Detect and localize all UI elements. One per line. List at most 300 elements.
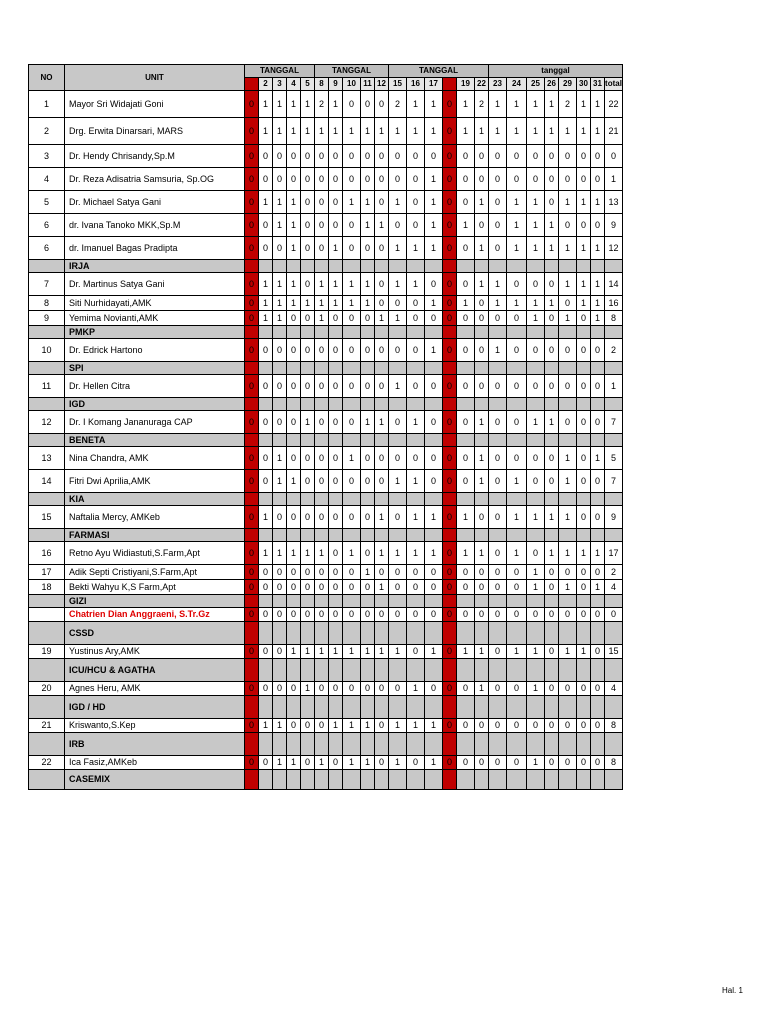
day-value: 0 <box>577 608 591 622</box>
day-value: 0 <box>343 608 361 622</box>
day-value: 0 <box>443 565 457 580</box>
day-cell <box>329 398 343 411</box>
day-value: 0 <box>245 565 259 580</box>
day-cell <box>559 622 577 645</box>
day-value: 0 <box>315 447 329 470</box>
day-header: 31 <box>591 78 605 91</box>
day-cell <box>527 622 545 645</box>
day-value: 0 <box>559 682 577 696</box>
day-value: 1 <box>507 542 527 565</box>
day-value: 0 <box>443 411 457 434</box>
day-value: 0 <box>245 542 259 565</box>
day-value: 0 <box>245 682 259 696</box>
day-cell <box>591 733 605 756</box>
day-value: 0 <box>457 470 475 493</box>
row-number: 21 <box>29 719 65 733</box>
day-cell <box>315 326 329 339</box>
day-cell <box>389 362 407 375</box>
day-value: 1 <box>329 237 343 260</box>
day-value: 0 <box>559 411 577 434</box>
day-value: 1 <box>545 214 559 237</box>
day-cell <box>591 696 605 719</box>
day-value: 0 <box>425 273 443 296</box>
day-value: 0 <box>301 311 315 326</box>
day-value: 0 <box>489 682 507 696</box>
day-cell <box>329 362 343 375</box>
section-label: CASEMIX <box>65 770 245 790</box>
day-cell <box>545 434 559 447</box>
day-cell <box>527 260 545 273</box>
day-cell <box>329 493 343 506</box>
day-value: 1 <box>273 447 287 470</box>
day-value: 1 <box>425 191 443 214</box>
day-cell <box>389 398 407 411</box>
day-value: 1 <box>591 311 605 326</box>
day-value: 0 <box>375 168 389 191</box>
day-cell <box>287 659 301 682</box>
day-cell <box>273 622 287 645</box>
row-number: 4 <box>29 168 65 191</box>
day-value: 0 <box>507 719 527 733</box>
day-value: 0 <box>443 580 457 595</box>
day-cell <box>425 529 443 542</box>
day-value: 1 <box>389 273 407 296</box>
day-cell <box>287 362 301 375</box>
day-value: 1 <box>489 273 507 296</box>
day-value: 0 <box>375 756 389 770</box>
day-value: 1 <box>361 273 375 296</box>
day-cell <box>259 398 273 411</box>
section-row <box>29 622 623 645</box>
day-cell <box>407 434 425 447</box>
section-row <box>29 696 623 719</box>
no-cell <box>29 696 65 719</box>
day-value: 1 <box>489 296 507 311</box>
row-number: 2 <box>29 118 65 145</box>
day-value: 1 <box>489 339 507 362</box>
day-value: 1 <box>545 542 559 565</box>
day-value: 1 <box>425 91 443 118</box>
total-cell <box>605 326 623 339</box>
day-value: 1 <box>577 542 591 565</box>
day-cell <box>443 362 457 375</box>
day-cell <box>407 260 425 273</box>
day-value: 1 <box>489 91 507 118</box>
day-cell <box>287 493 301 506</box>
day-value: 1 <box>259 542 273 565</box>
day-cell <box>507 326 527 339</box>
day-cell <box>245 733 259 756</box>
day-value: 0 <box>475 296 489 311</box>
day-value: 0 <box>245 296 259 311</box>
day-value: 0 <box>577 411 591 434</box>
day-value: 0 <box>315 411 329 434</box>
day-value: 0 <box>361 682 375 696</box>
day-value: 1 <box>329 719 343 733</box>
day-value: 0 <box>245 411 259 434</box>
day-cell <box>361 260 375 273</box>
day-value: 0 <box>273 237 287 260</box>
day-value: 0 <box>489 411 507 434</box>
day-cell <box>527 659 545 682</box>
day-value: 0 <box>443 191 457 214</box>
row-number: 14 <box>29 470 65 493</box>
day-value: 0 <box>475 506 489 529</box>
day-value: 0 <box>259 470 273 493</box>
day-value: 1 <box>343 542 361 565</box>
table-row <box>29 756 623 770</box>
day-header: 8 <box>315 78 329 91</box>
day-cell <box>273 770 287 790</box>
day-value: 0 <box>559 375 577 398</box>
day-cell <box>329 770 343 790</box>
day-value: 1 <box>577 191 591 214</box>
day-cell <box>287 696 301 719</box>
day-value: 1 <box>407 682 425 696</box>
day-cell <box>507 260 527 273</box>
day-cell <box>577 529 591 542</box>
day-cell <box>389 622 407 645</box>
day-cell <box>591 622 605 645</box>
day-value: 0 <box>577 580 591 595</box>
day-cell <box>375 529 389 542</box>
day-cell <box>591 260 605 273</box>
day-cell <box>577 733 591 756</box>
day-cell <box>273 529 287 542</box>
table-row <box>29 682 623 696</box>
day-value: 0 <box>329 756 343 770</box>
day-cell <box>245 326 259 339</box>
day-value: 0 <box>545 375 559 398</box>
day-cell <box>375 398 389 411</box>
day-value: 1 <box>343 447 361 470</box>
day-value: 1 <box>287 237 301 260</box>
day-value: 0 <box>245 470 259 493</box>
day-value: 0 <box>343 411 361 434</box>
day-cell <box>577 326 591 339</box>
no-cell <box>29 326 65 339</box>
day-value: 0 <box>315 506 329 529</box>
day-value: 1 <box>259 296 273 311</box>
day-value: 1 <box>475 118 489 145</box>
day-value: 0 <box>287 168 301 191</box>
day-value: 0 <box>245 273 259 296</box>
row-number: 6 <box>29 214 65 237</box>
day-value: 1 <box>389 191 407 214</box>
day-value: 0 <box>527 470 545 493</box>
day-value: 1 <box>315 311 329 326</box>
day-cell <box>245 595 259 608</box>
day-cell <box>407 733 425 756</box>
day-value: 1 <box>545 118 559 145</box>
day-value: 0 <box>545 273 559 296</box>
day-cell <box>559 260 577 273</box>
day-value: 0 <box>361 580 375 595</box>
day-value: 1 <box>559 118 577 145</box>
day-value: 0 <box>389 339 407 362</box>
day-value: 0 <box>425 682 443 696</box>
day-cell <box>457 622 475 645</box>
day-cell <box>489 326 507 339</box>
day-value: 1 <box>301 682 315 696</box>
day-cell <box>507 362 527 375</box>
day-value: 0 <box>545 682 559 696</box>
no-cell <box>29 595 65 608</box>
section-label: IGD / HD <box>65 696 245 719</box>
day-value: 1 <box>375 506 389 529</box>
day-value: 1 <box>507 191 527 214</box>
day-value: 0 <box>389 682 407 696</box>
day-cell <box>443 622 457 645</box>
day-cell <box>475 622 489 645</box>
day-header: 17 <box>425 78 443 91</box>
day-value: 1 <box>507 91 527 118</box>
table-row <box>29 608 623 622</box>
day-cell <box>507 529 527 542</box>
day-cell <box>315 659 329 682</box>
day-cell <box>489 733 507 756</box>
day-value: 1 <box>527 214 545 237</box>
day-value: 1 <box>273 311 287 326</box>
row-number: 7 <box>29 273 65 296</box>
day-value: 0 <box>407 191 425 214</box>
day-value: 0 <box>591 719 605 733</box>
day-value: 1 <box>425 168 443 191</box>
day-value: 1 <box>507 470 527 493</box>
day-value: 0 <box>591 682 605 696</box>
day-value: 0 <box>457 191 475 214</box>
day-value: 0 <box>389 168 407 191</box>
day-cell <box>389 326 407 339</box>
day-value: 0 <box>329 447 343 470</box>
day-cell <box>407 622 425 645</box>
day-cell <box>245 398 259 411</box>
day-value: 0 <box>329 214 343 237</box>
row-number: 20 <box>29 682 65 696</box>
day-value: 1 <box>259 311 273 326</box>
day-value: 0 <box>343 91 361 118</box>
day-value: 0 <box>559 756 577 770</box>
day-header: 3 <box>273 78 287 91</box>
day-value: 0 <box>457 145 475 168</box>
day-value: 0 <box>489 719 507 733</box>
day-value: 0 <box>375 91 389 118</box>
day-value: 1 <box>273 191 287 214</box>
day-value: 0 <box>527 608 545 622</box>
day-value: 1 <box>591 580 605 595</box>
day-cell <box>329 733 343 756</box>
section-row <box>29 434 623 447</box>
day-value: 0 <box>457 608 475 622</box>
row-total: 1 <box>605 375 623 398</box>
table-row <box>29 506 623 529</box>
day-value: 2 <box>475 91 489 118</box>
day-cell <box>259 696 273 719</box>
day-value: 0 <box>315 470 329 493</box>
table-row <box>29 447 623 470</box>
row-total: 8 <box>605 719 623 733</box>
day-value: 1 <box>507 296 527 311</box>
day-value: 0 <box>443 237 457 260</box>
day-cell <box>457 434 475 447</box>
day-cell <box>259 434 273 447</box>
day-value: 1 <box>273 542 287 565</box>
day-value: 0 <box>443 168 457 191</box>
day-value: 0 <box>361 237 375 260</box>
day-cell <box>287 733 301 756</box>
day-value: 0 <box>443 447 457 470</box>
day-value: 1 <box>457 645 475 659</box>
day-cell <box>527 434 545 447</box>
day-value: 1 <box>425 506 443 529</box>
row-number: 10 <box>29 339 65 362</box>
day-cell <box>361 493 375 506</box>
day-value: 1 <box>301 296 315 311</box>
day-value: 1 <box>559 191 577 214</box>
day-value: 0 <box>361 506 375 529</box>
day-value: 1 <box>361 296 375 311</box>
day-value: 0 <box>361 542 375 565</box>
day-value: 1 <box>259 91 273 118</box>
day-cell <box>545 770 559 790</box>
day-cell <box>591 434 605 447</box>
date-group-header: TANGGAL <box>389 65 489 78</box>
day-value: 1 <box>259 273 273 296</box>
day-value: 0 <box>329 411 343 434</box>
day-cell <box>259 260 273 273</box>
day-value: 0 <box>425 447 443 470</box>
total-cell <box>605 398 623 411</box>
row-number: 1 <box>29 91 65 118</box>
day-value: 1 <box>389 118 407 145</box>
day-cell <box>577 362 591 375</box>
day-value: 0 <box>407 756 425 770</box>
unit-name: Yustinus Ary,AMK <box>65 645 245 659</box>
day-value: 1 <box>329 296 343 311</box>
day-cell <box>545 622 559 645</box>
day-value: 1 <box>329 645 343 659</box>
day-value: 0 <box>475 756 489 770</box>
unit-name: Dr. Reza Adisatria Samsuria, Sp.OG <box>65 168 245 191</box>
day-value: 0 <box>527 447 545 470</box>
day-value: 0 <box>375 719 389 733</box>
section-row <box>29 326 623 339</box>
day-value: 0 <box>591 168 605 191</box>
day-value: 0 <box>457 311 475 326</box>
day-value: 0 <box>343 375 361 398</box>
section-label: SPI <box>65 362 245 375</box>
day-cell <box>273 434 287 447</box>
day-value: 1 <box>591 296 605 311</box>
day-cell <box>407 595 425 608</box>
day-value: 0 <box>577 565 591 580</box>
day-cell <box>559 362 577 375</box>
day-cell <box>375 493 389 506</box>
day-value: 0 <box>457 273 475 296</box>
day-value: 0 <box>245 756 259 770</box>
day-value: 0 <box>301 339 315 362</box>
day-value: 0 <box>407 168 425 191</box>
day-value: 0 <box>259 756 273 770</box>
day-value: 0 <box>457 565 475 580</box>
unit-name: Nina Chandra, AMK <box>65 447 245 470</box>
day-value: 0 <box>577 311 591 326</box>
day-value: 1 <box>577 118 591 145</box>
day-value: 1 <box>457 296 475 311</box>
day-cell <box>361 529 375 542</box>
day-value: 0 <box>507 756 527 770</box>
day-value: 1 <box>375 580 389 595</box>
day-value: 0 <box>259 580 273 595</box>
day-value: 1 <box>457 118 475 145</box>
day-value: 0 <box>329 608 343 622</box>
day-value: 0 <box>407 296 425 311</box>
day-value: 0 <box>301 608 315 622</box>
unit-name: Adik Septi Cristiyani,S.Farm,Apt <box>65 565 245 580</box>
day-cell <box>527 326 545 339</box>
day-cell <box>475 260 489 273</box>
day-cell <box>559 434 577 447</box>
day-cell <box>545 398 559 411</box>
row-number: 11 <box>29 375 65 398</box>
day-value: 1 <box>361 118 375 145</box>
day-value: 0 <box>315 168 329 191</box>
day-value: 1 <box>375 411 389 434</box>
day-value: 1 <box>527 580 545 595</box>
day-value: 0 <box>443 682 457 696</box>
day-value: 0 <box>591 645 605 659</box>
day-cell <box>489 398 507 411</box>
day-value: 1 <box>545 296 559 311</box>
day-value: 0 <box>545 565 559 580</box>
day-value: 1 <box>407 542 425 565</box>
day-value: 1 <box>301 542 315 565</box>
day-cell <box>343 326 361 339</box>
day-value: 0 <box>375 375 389 398</box>
day-header: 12 <box>375 78 389 91</box>
day-cell <box>343 362 361 375</box>
attendance-table <box>28 64 623 790</box>
day-value: 1 <box>259 191 273 214</box>
day-value: 1 <box>343 273 361 296</box>
day-value: 1 <box>507 214 527 237</box>
day-value: 1 <box>389 311 407 326</box>
day-cell <box>343 622 361 645</box>
day-value: 1 <box>527 91 545 118</box>
day-value: 1 <box>273 91 287 118</box>
day-cell <box>545 362 559 375</box>
day-value: 1 <box>475 645 489 659</box>
day-cell <box>343 493 361 506</box>
day-value: 0 <box>407 645 425 659</box>
day-cell <box>361 770 375 790</box>
day-cell <box>475 529 489 542</box>
day-value: 1 <box>527 645 545 659</box>
day-value: 0 <box>389 506 407 529</box>
day-value: 0 <box>559 608 577 622</box>
day-value: 0 <box>361 447 375 470</box>
day-value: 0 <box>361 339 375 362</box>
day-cell <box>287 770 301 790</box>
day-value: 1 <box>329 273 343 296</box>
day-value: 0 <box>329 145 343 168</box>
day-cell <box>259 622 273 645</box>
day-cell <box>475 770 489 790</box>
day-value: 0 <box>443 719 457 733</box>
day-value: 0 <box>489 542 507 565</box>
day-value: 0 <box>507 375 527 398</box>
row-number: 17 <box>29 565 65 580</box>
